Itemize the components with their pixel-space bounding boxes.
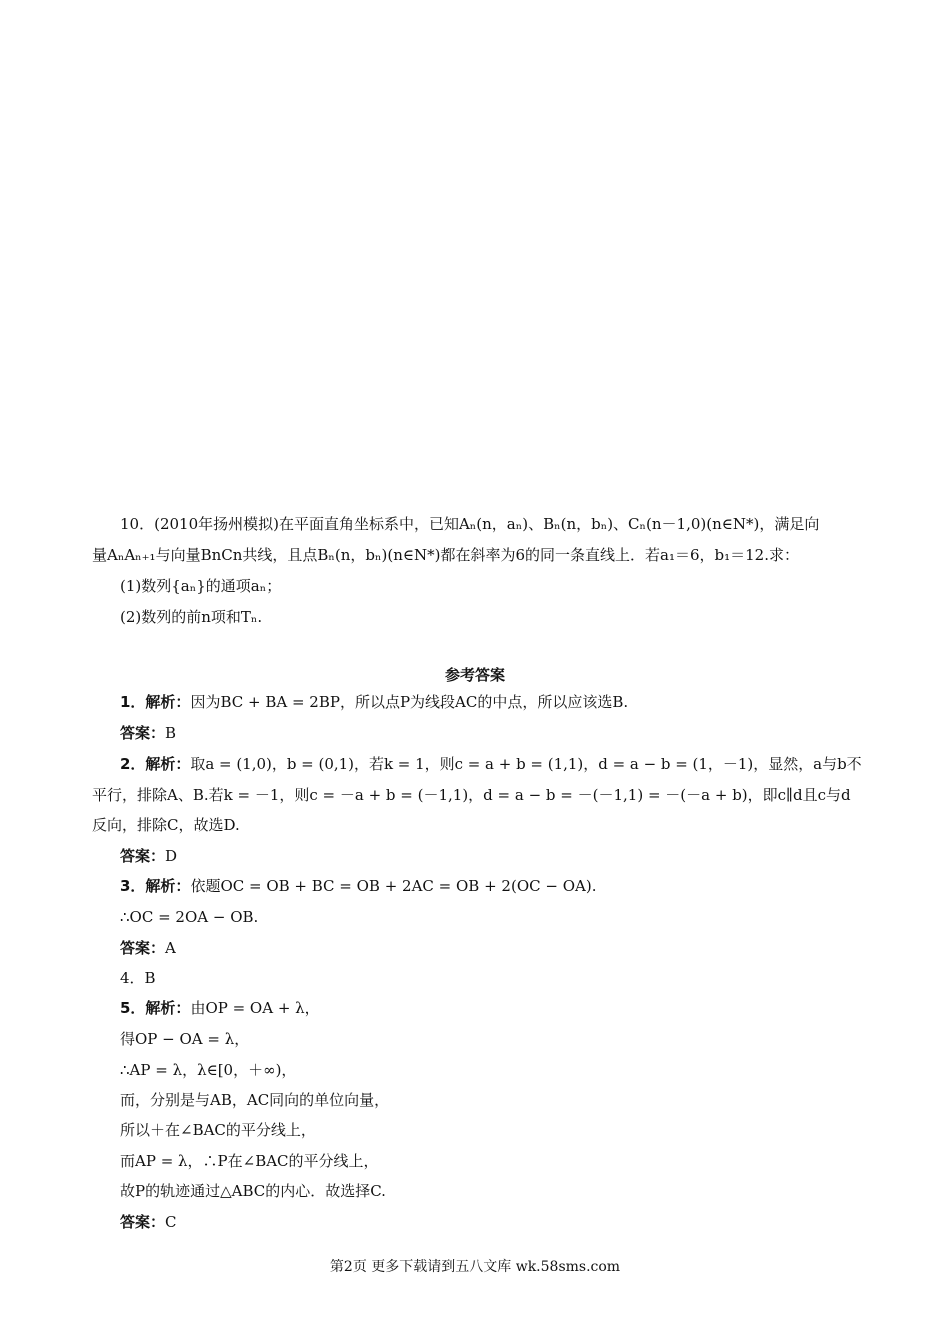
answer-line [120, 754, 862, 774]
answer-label: 答案： [120, 939, 166, 957]
problem-part-1: (1)数列{aₙ}的通项aₙ； [120, 577, 282, 595]
answer-text: 因为BC + BA = 2BP，所以点P为线段AC的中点，所以应该选B. [190, 693, 629, 711]
answer-text: 取a = (1,0)，b = (0,1)，若k = 1，则c = a + b = (1,1)，d = a − b = (1，－1)，显然，a与b不 [190, 755, 862, 773]
answer-line [120, 1181, 386, 1201]
answer-line [120, 723, 176, 743]
answer-label: 答案： [120, 847, 166, 865]
answer-line [120, 1120, 316, 1140]
answer-text: 4．B [120, 969, 156, 987]
answer-line [120, 907, 258, 927]
answer-line [120, 1090, 389, 1110]
answer-line [120, 692, 628, 712]
answer-label: 5．解析： [120, 999, 191, 1017]
answer-text: B [165, 724, 177, 742]
answer-line [120, 1212, 177, 1232]
answer-text: 反向，排除C，故选D. [92, 816, 240, 834]
answer-text: 故P的轨迹通过△ABC的内心．故选择C. [120, 1182, 386, 1200]
answer-text: 由OP = OA + λ， [190, 999, 320, 1017]
answer-label: 2．解析： [120, 755, 191, 773]
answer-line [120, 998, 320, 1018]
answer-text: C [165, 1213, 177, 1231]
answer-line [120, 938, 176, 958]
answer-label: 答案： [120, 1213, 166, 1231]
answers-title: 参考答案 [444, 666, 505, 684]
answer-text: 所以＋在∠BAC的平分线上， [120, 1121, 316, 1139]
answer-label: 3．解析： [120, 877, 191, 895]
answer-label: 1．解析： [120, 693, 191, 711]
problem-part-2: (2)数列的前n项和Tₙ. [120, 608, 263, 626]
answer-line [92, 785, 851, 805]
answer-text: 依题OC = OB + BC = OB + 2AC = OB + 2(OC − OA). [190, 877, 597, 895]
answer-line [120, 1151, 379, 1171]
answer-text: 平行，排除A、B.若k = －1，则c = －a + b = (－1,1)，d = a − b = －(－1,1) = －(－a + b)，即c∥d且c与d [92, 786, 851, 804]
problem-line-1: 10．(2010年扬州模拟)在平面直角坐标系中，已知Aₙ(n，aₙ)、Bₙ(n，bₙ)、Cₙ(n－1,0)(n∈N*)，满足向 [120, 515, 820, 533]
answer-label: 答案： [120, 724, 166, 742]
answer-text: 得OP − OA = λ， [120, 1030, 250, 1048]
answer-line [120, 846, 177, 866]
answer-text: 而AP = λ，∴P在∠BAC的平分线上， [120, 1152, 379, 1170]
problem-line-2: 量AₙAₙ₊₁与向量BnCn共线，且点Bₙ(n，bₙ)(n∈N*)都在斜率为6的同一条直线上．若a₁＝6，b₁＝12.求： [92, 546, 799, 564]
answer-line [120, 1060, 296, 1080]
answer-line [120, 876, 596, 896]
answer-line [120, 968, 156, 988]
answer-text: D [165, 847, 178, 865]
answer-text: 而，分别是与AB，AC同向的单位向量， [120, 1091, 390, 1109]
page-footer: 第2页 更多下载请到五八文库 wk.58sms.com [329, 1259, 621, 1275]
answer-line [92, 815, 240, 835]
answer-text: A [165, 939, 176, 957]
answer-line [120, 1029, 249, 1049]
answer-text: ∴OC = 2OA − OB. [120, 908, 259, 926]
answer-text: ∴AP = λ，λ∈[0，＋∞)， [120, 1061, 297, 1079]
